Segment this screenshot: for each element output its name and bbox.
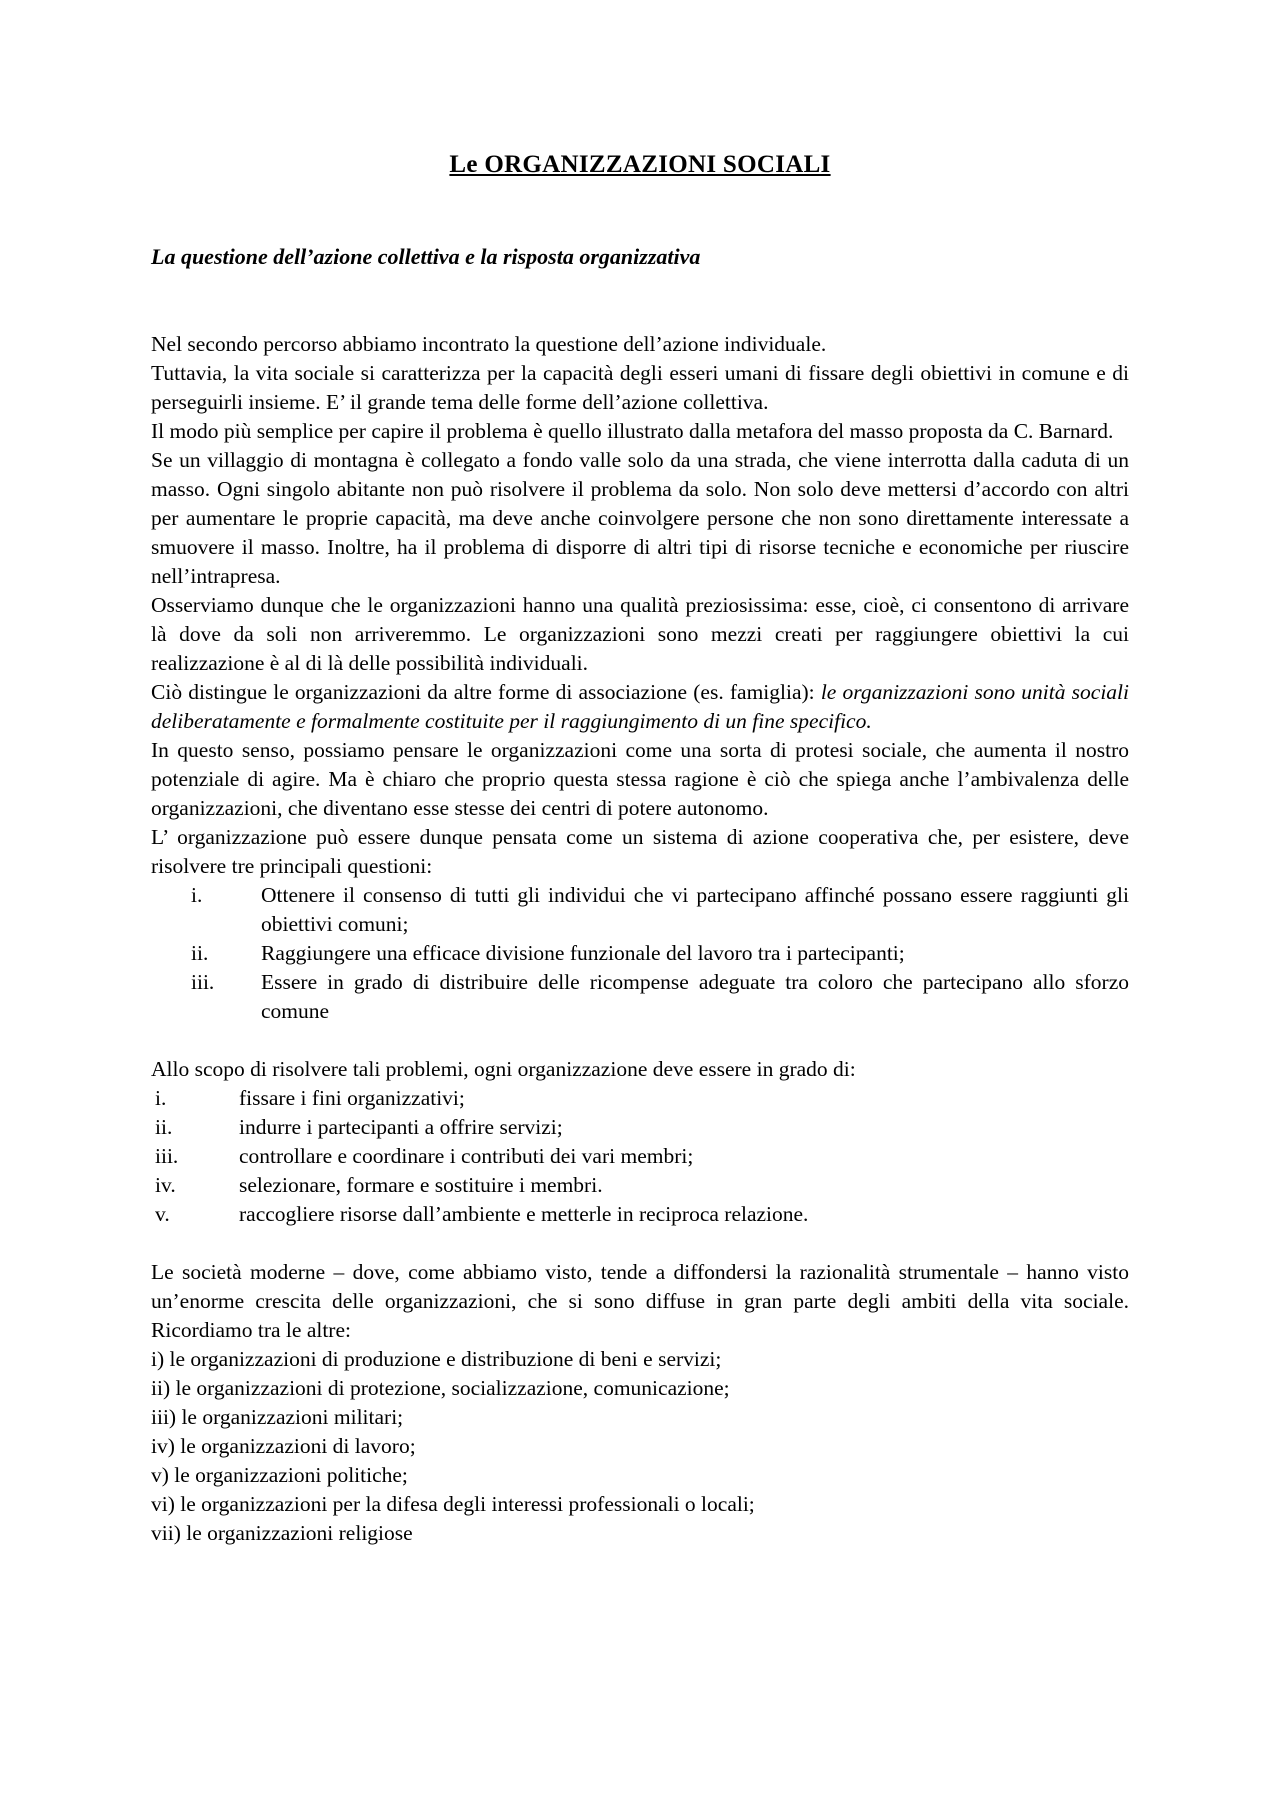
list-item: v) le organizzazioni politiche; <box>151 1463 408 1487</box>
list-number: i. <box>155 1086 167 1110</box>
list-text: selezionare, formare e sostituire i membri. <box>239 1173 603 1197</box>
document-body <box>151 330 1129 1548</box>
list-number: ii. <box>155 1115 173 1139</box>
list-item <box>151 1142 1129 1171</box>
paragraph: Se un villaggio di montagna è collegato a fondo valle solo da una strada, che viene interrotta dalla caduta di un masso. Ogni singolo abitante non può risolvere il problema da solo. Non solo deve mettersi d’accordo con altri per aumentare le proprie capacità, ma deve anche coinvolgere persone che non sono direttamente interessate a smuovere il masso. Inoltre, ha il problema di disporre di altri tipi di risorse tecniche e economiche per riuscire nell’intrapresa. <box>151 448 1129 588</box>
paragraph: In questo senso, possiamo pensare le organizzazioni come una sorta di protesi sociale, che aumenta il nostro potenziale di agire. Ma è chiaro che proprio questa stessa ragione è ciò che spiega anche l’ambivalenza delle organizzazioni, che diventano esse stesse dei centri di potere autonomo. <box>151 738 1129 820</box>
list-item <box>151 1171 1129 1200</box>
capabilities-list <box>151 1084 1129 1229</box>
questions-list <box>151 881 1129 1026</box>
list-text: raccogliere risorse dall’ambiente e metterle in reciproca relazione. <box>239 1202 809 1226</box>
paragraph: Osserviamo dunque che le organizzazioni hanno una qualità preziosissima: esse, cioè, ci consentono di arrivare là dove da soli non arriveremmo. Le organizzazioni sono mezzi creati per raggiungere obiettivi la cui realizzazione è al di là delle possibilità individuali. <box>151 593 1129 675</box>
list-text: Essere in grado di distribuire delle ricompense adeguate tra coloro che partecipano allo sforzo comune <box>261 970 1129 1023</box>
list-number: i. <box>191 883 203 907</box>
list-item: iv) le organizzazioni di lavoro; <box>151 1434 416 1458</box>
definition-italic: le organizzazioni sono unità sociali deliberatamente e formalmente costituite per il raggiungimento di un fine specifico. <box>151 680 1130 733</box>
list-text: indurre i partecipanti a offrire servizi; <box>239 1115 563 1139</box>
list-item: vii) le organizzazioni religiose <box>151 1521 413 1545</box>
list-item <box>151 939 1129 968</box>
list-item: vi) le organizzazioni per la difesa degli interessi professionali o locali; <box>151 1492 755 1516</box>
list-item <box>151 881 1129 939</box>
paragraph: L’ organizzazione può essere dunque pensata come un sistema di azione cooperativa che, per esistere, deve risolvere tre principali questioni: <box>151 825 1129 878</box>
list-item <box>151 1200 1129 1229</box>
list-number: iii. <box>191 970 215 994</box>
org-types-list <box>151 1345 1129 1548</box>
paragraph: Tuttavia, la vita sociale si caratterizza per la capacità degli esseri umani di fissare degli obiettivi in comune e di perseguirli insieme. E’ il grande tema delle forme dell’azione collettiva. <box>151 361 1129 414</box>
paragraph: Allo scopo di risolvere tali problemi, ogni organizzazione deve essere in grado di: <box>151 1057 856 1081</box>
list-number: iv. <box>155 1173 176 1197</box>
paragraph-lead: Ciò distingue le organizzazioni da altre forme di associazione (es. famiglia): <box>151 680 821 704</box>
list-item: i) le organizzazioni di produzione e distribuzione di beni e servizi; <box>151 1347 722 1371</box>
list-item: iii) le organizzazioni militari; <box>151 1405 404 1429</box>
list-item <box>151 1113 1129 1142</box>
list-item <box>151 968 1129 1026</box>
list-number: v. <box>155 1202 170 1226</box>
list-text: Ottenere il consenso di tutti gli individui che vi partecipano affinché possano essere raggiunti gli obiettivi comuni; <box>261 883 1129 936</box>
list-text: controllare e coordinare i contributi dei vari membri; <box>239 1144 694 1168</box>
page-title: Le ORGANIZZAZIONI SOCIALI <box>449 151 831 178</box>
list-item: ii) le organizzazioni di protezione, socializzazione, comunicazione; <box>151 1376 730 1400</box>
list-item <box>151 1084 1129 1113</box>
section-subtitle: La questione dell’azione collettiva e la risposta organizzativa <box>151 244 701 269</box>
paragraph: Il modo più semplice per capire il problema è quello illustrato dalla metafora del masso proposta da C. Barnard. <box>151 419 1114 443</box>
list-text: Raggiungere una efficace divisione funzionale del lavoro tra i partecipanti; <box>261 941 905 965</box>
paragraph <box>151 678 1129 736</box>
list-number: iii. <box>155 1144 179 1168</box>
paragraph: Le società moderne – dove, come abbiamo visto, tende a diffondersi la razionalità strumentale – hanno visto un’enorme crescita delle organizzazioni, che si sono diffuse in gran parte degli ambiti della vita sociale. Ricordiamo tra le altre: <box>151 1260 1129 1342</box>
list-number: ii. <box>191 941 209 965</box>
list-text: fissare i fini organizzativi; <box>239 1086 465 1110</box>
paragraph: Nel secondo percorso abbiamo incontrato la questione dell’azione individuale. <box>151 332 827 356</box>
